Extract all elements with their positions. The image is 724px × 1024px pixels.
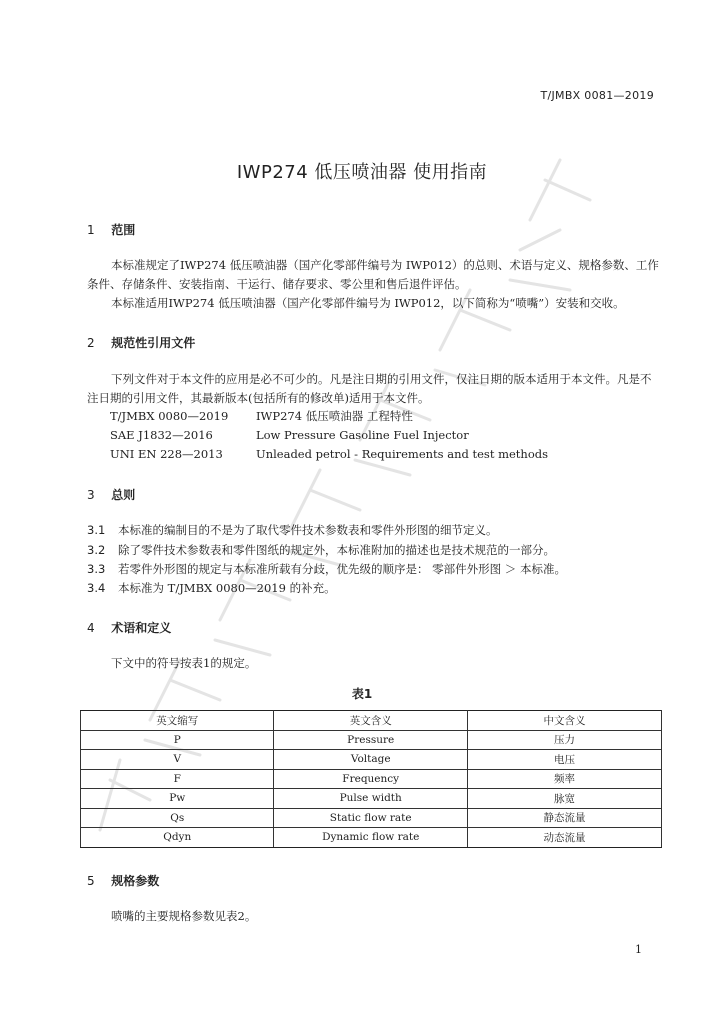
table-row <box>81 789 662 809</box>
section-1-paragraph-2: 本标准适用IWP274 低压喷油器（国产化零部件编号为 IWP012，以下简称为“喷嘴”）安装和交收。 <box>111 296 625 310</box>
section-5-paragraph-1: 喷嘴的主要规格参数见表2。 <box>111 909 257 923</box>
clause-item <box>87 542 555 558</box>
table-row <box>81 808 662 828</box>
table-cell: Pw <box>81 789 274 809</box>
clause-number: 3.2 <box>87 543 106 557</box>
section-number: 3 <box>87 488 95 502</box>
section-number: 2 <box>87 336 95 350</box>
table-cell: 电压 <box>467 750 661 770</box>
section-4-heading <box>87 619 171 636</box>
document-code: T/JMBX 0081—2019 <box>540 89 654 102</box>
reference-title: IWP274 低压喷油器 工程特性 <box>256 409 413 423</box>
table-header-row <box>81 711 662 731</box>
table-cell: Pulse width <box>274 789 467 809</box>
clause-item <box>87 561 566 577</box>
table-header-cell: 英文缩写 <box>81 711 274 731</box>
table-cell: 频率 <box>467 769 661 789</box>
reference-title: Unleaded petrol - Requirements and test methods <box>256 447 549 461</box>
table-cell: 脉宽 <box>467 789 661 809</box>
section-5-heading <box>87 872 159 889</box>
table-row <box>81 750 662 770</box>
section-title: 规格参数 <box>111 874 160 888</box>
table-header-cell: 中文含义 <box>467 711 661 731</box>
clause-number: 3.3 <box>87 562 106 576</box>
section-1-paragraph-1: 本标准规定了IWP274 低压喷油器（国产化零部件编号为 IWP012）的总则、术语与定义、规格参数、工作条件、存储条件、安装指南、干运行、储存要求、零公里和售后退件评估。 <box>87 258 659 291</box>
table-cell: 静态流量 <box>467 808 661 828</box>
reference-row <box>110 447 548 461</box>
table-cell: 压力 <box>467 730 661 750</box>
table-caption: 表1 <box>351 687 373 701</box>
section-title: 范围 <box>111 223 136 237</box>
reference-code: UNI EN 228—2013 <box>110 447 223 461</box>
table-cell: F <box>81 769 274 789</box>
table-row <box>81 730 662 750</box>
section-title: 总则 <box>111 488 136 502</box>
section-title: 术语和定义 <box>111 621 172 635</box>
table-row <box>81 769 662 789</box>
table-cell: Dynamic flow rate <box>274 828 467 848</box>
section-title: 规范性引用文件 <box>111 336 196 350</box>
clause-item <box>87 522 498 538</box>
clause-item <box>87 580 336 596</box>
section-1-heading <box>87 221 135 238</box>
table-cell: Qs <box>81 808 274 828</box>
table-cell: V <box>81 750 274 770</box>
section-4-paragraph-1: 下文中的符号按表1的规定。 <box>111 656 257 670</box>
clause-number: 3.1 <box>87 523 106 537</box>
clause-text: 若零件外形图的规定与本标准所载有分歧，优先级的顺序是： 零部件外形图 ＞ 本标准。 <box>118 562 566 576</box>
page-title: IWP274 低压喷油器 使用指南 <box>236 162 488 183</box>
clause-text: 本标准的编制目的不是为了取代零件技术参数表和零件外形图的细节定义。 <box>118 523 498 537</box>
table-cell: Frequency <box>274 769 467 789</box>
clause-text: 本标准为 T/JMBX 0080—2019 的补充。 <box>118 581 336 595</box>
reference-title: Low Pressure Gasoline Fuel Injector <box>256 428 469 442</box>
table-cell: Pressure <box>274 730 467 750</box>
table-cell: Qdyn <box>81 828 274 848</box>
terms-table <box>80 710 662 848</box>
table-cell: Static flow rate <box>274 808 467 828</box>
section-2-heading <box>87 334 195 351</box>
section-number: 4 <box>87 621 95 635</box>
section-3-heading <box>87 486 135 503</box>
section-number: 1 <box>87 223 95 237</box>
table-cell: P <box>81 730 274 750</box>
clause-text: 除了零件技术参数表和零件图纸的规定外，本标准附加的描述也是技术规范的一部分。 <box>118 543 555 557</box>
clause-number: 3.4 <box>87 581 106 595</box>
table-row <box>81 828 662 848</box>
reference-code: SAE J1832—2016 <box>110 428 213 442</box>
table-cell: 动态流量 <box>467 828 661 848</box>
page-number: 1 <box>635 943 642 956</box>
reference-row <box>110 428 469 442</box>
reference-code: T/JMBX 0080—2019 <box>110 409 229 423</box>
table-header-cell: 英文含义 <box>274 711 467 731</box>
section-2-paragraph-1: 下列文件对于本文件的应用是必不可少的。凡是注日期的引用文件，仅注日期的版本适用于本文件。凡是不注日期的引用文件，其最新版本(包括所有的修改单)适用于本文件。 <box>87 372 652 405</box>
reference-row <box>110 408 413 424</box>
table-cell: Voltage <box>274 750 467 770</box>
section-number: 5 <box>87 874 95 888</box>
